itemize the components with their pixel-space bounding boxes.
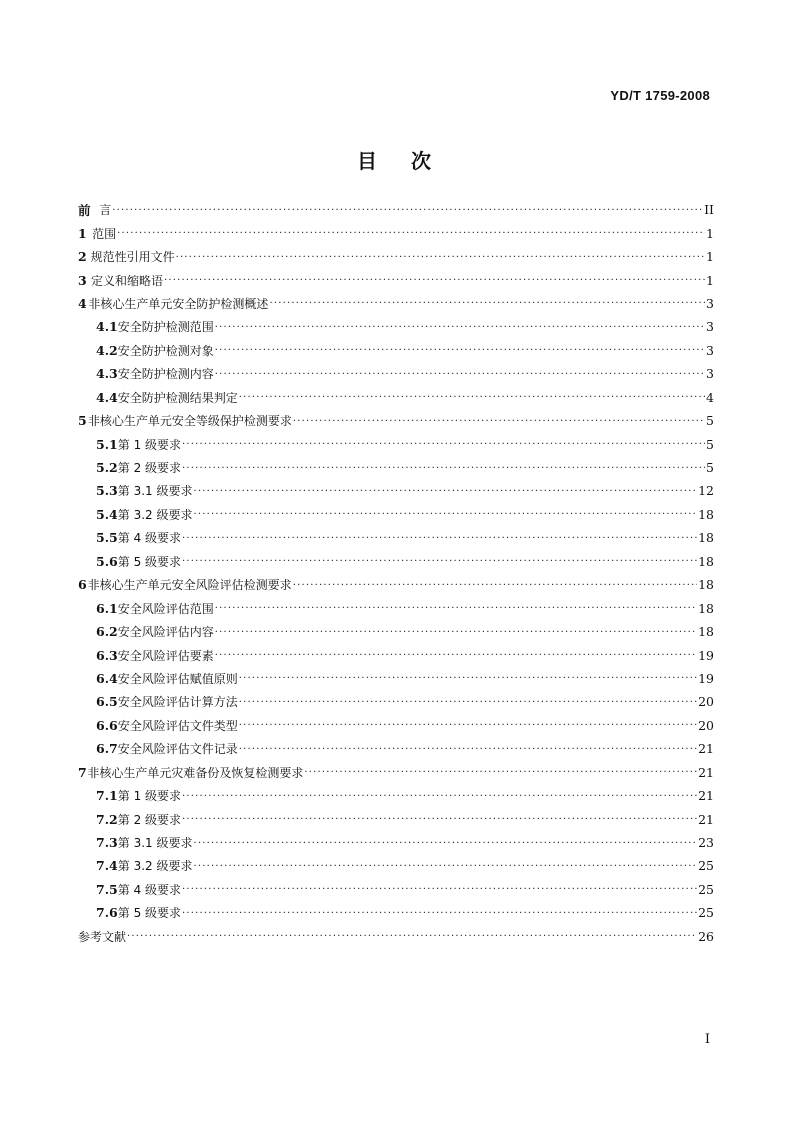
toc-entry-label: 第 3.1 级要求 [117, 836, 193, 851]
toc-entry-number: 7.4 [96, 858, 118, 874]
dot-leader [182, 534, 697, 544]
toc-entry[interactable] [78, 854, 714, 877]
toc-entry-page: 26 [698, 928, 714, 944]
toc-entry[interactable] [78, 409, 714, 432]
dot-leader [182, 815, 697, 825]
toc-entry-label: 第 5 级要求 [117, 554, 182, 569]
dot-leader [182, 440, 705, 450]
toc-entry-label: 安全防护检测结果判定 [117, 390, 238, 405]
toc-entry-number: 7.5 [96, 881, 118, 897]
dot-leader [215, 628, 697, 638]
toc-entry-number: 4.4 [96, 389, 118, 405]
toc-entry-number: 6.3 [96, 647, 118, 663]
toc-entry-page: 1 [706, 272, 714, 288]
dot-leader [193, 510, 697, 520]
toc-entry[interactable] [78, 784, 714, 807]
toc-entry-label: 安全风险评估文件记录 [117, 742, 238, 757]
toc-entry-number: 7.1 [96, 788, 118, 804]
toc-entry-number: 前 [78, 202, 91, 218]
toc-entry-page: 5 [706, 460, 714, 476]
toc-entry-page: 18 [698, 530, 714, 546]
dot-leader [215, 651, 697, 661]
toc-entry-label: 第 3.2 级要求 [117, 507, 193, 522]
toc-entry[interactable] [78, 526, 714, 549]
toc-entry-label: 非核心生产单元安全等级保护检测要求 [87, 414, 292, 429]
dot-leader [182, 909, 697, 919]
dot-leader [215, 370, 705, 380]
toc-entry-label: 第 3.2 级要求 [117, 859, 193, 874]
toc-entry[interactable] [78, 643, 714, 666]
toc-entry[interactable] [78, 315, 714, 338]
toc-entry-label: 安全防护检测对象 [117, 343, 214, 358]
toc-entry-label: 言 [99, 203, 112, 218]
toc-entry-page: 5 [706, 436, 714, 452]
dot-leader [164, 276, 705, 286]
dot-leader [239, 745, 697, 755]
toc-entry[interactable] [78, 596, 714, 619]
dot-leader [293, 581, 697, 591]
toc-entry[interactable] [78, 432, 714, 455]
toc-entry-page: 18 [698, 624, 714, 640]
dot-leader [215, 323, 705, 333]
toc-entry-page: 21 [698, 764, 714, 780]
toc-entry[interactable] [78, 620, 714, 643]
toc-entry-number: 6.6 [96, 717, 118, 733]
toc-entry-label: 第 4 级要求 [117, 531, 182, 546]
toc-entry-number: 7 [78, 764, 87, 780]
toc-entry-number: 5.5 [96, 530, 118, 546]
toc-entry-page: 18 [698, 577, 714, 593]
toc-entry-number: 5.4 [96, 506, 118, 522]
toc-entry-number: 6 [78, 577, 87, 593]
dot-leader [193, 487, 697, 497]
toc-entry-label: 安全风险评估文件类型 [117, 718, 238, 733]
toc-entry-page: 3 [706, 319, 714, 335]
toc-entry-page: 1 [706, 249, 714, 265]
toc-entry[interactable] [78, 925, 714, 948]
toc-entry-number: 6.1 [96, 600, 118, 616]
dot-leader [304, 768, 697, 778]
toc-entry-label: 第 4 级要求 [117, 882, 182, 897]
dot-leader [215, 346, 705, 356]
toc-entry-page: 3 [706, 295, 714, 311]
toc-entry-page: 21 [698, 788, 714, 804]
toc-entry-number: 6.2 [96, 624, 118, 640]
toc-entry-label: 第 1 级要求 [117, 437, 182, 452]
toc-entry[interactable] [78, 690, 714, 713]
toc-entry[interactable] [78, 362, 714, 385]
toc-entry-label: 安全防护检测内容 [117, 367, 214, 382]
toc-entry[interactable] [78, 901, 714, 924]
toc-entry-page: 3 [706, 342, 714, 358]
toc-entry[interactable] [78, 737, 714, 760]
toc-entry[interactable] [78, 807, 714, 830]
toc-entry-label: 第 2 级要求 [117, 812, 182, 827]
toc-entry-number: 4 [78, 295, 87, 311]
toc-entry-page: 1 [706, 225, 714, 241]
toc-entry-page: 19 [698, 647, 714, 663]
toc-entry-page: 4 [706, 389, 714, 405]
toc-entry-number: 3 [78, 272, 87, 288]
toc-entry[interactable] [78, 667, 714, 690]
dot-leader [239, 393, 705, 403]
toc-entry-label: 非核心生产单元安全防护检测概述 [88, 296, 269, 311]
toc-entry[interactable] [78, 386, 714, 409]
toc-entry-label: 定义和缩略语 [90, 273, 163, 288]
toc-entry-number: 4.1 [96, 319, 118, 335]
toc-entry-number: 4.3 [96, 366, 118, 382]
toc-entry-page: II [704, 202, 714, 218]
toc-entry[interactable] [78, 221, 714, 244]
dot-leader [293, 417, 705, 427]
toc-entry-number: 1 [78, 225, 87, 241]
dot-leader [182, 885, 697, 895]
toc-entry-page: 18 [698, 600, 714, 616]
toc-entry-page: 20 [698, 717, 714, 733]
toc-entry-number: 7.3 [96, 835, 118, 851]
toc-entry[interactable] [78, 245, 714, 268]
toc-entry-page: 21 [698, 741, 714, 757]
toc-entry-page: 25 [698, 858, 714, 874]
toc-entry-page: 5 [706, 413, 714, 429]
toc-entry-number: 2 [78, 249, 87, 265]
dot-leader [117, 229, 705, 239]
toc-entry-page: 19 [698, 670, 714, 686]
toc-entry-label: 规范性引用文件 [90, 250, 175, 265]
page-number: I [704, 1032, 710, 1047]
title-char-1: 目 [357, 149, 377, 173]
toc-entry-number: 5.6 [96, 553, 118, 569]
toc-entry-label: 安全风险评估内容 [117, 625, 214, 640]
toc-entry-number: 4.2 [96, 342, 118, 358]
toc-entry-number: 6.5 [96, 694, 118, 710]
table-of-contents [78, 198, 714, 948]
title-char-2: 次 [411, 149, 431, 173]
toc-entry-page: 23 [698, 835, 714, 851]
toc-entry[interactable] [78, 479, 714, 502]
toc-entry-label: 安全风险评估范围 [117, 601, 214, 616]
dot-leader [182, 792, 697, 802]
toc-entry-label: 安全风险评估赋值原则 [117, 671, 238, 686]
toc-entry-number: 7.6 [96, 905, 118, 921]
toc-entry[interactable] [78, 761, 714, 784]
dot-leader [127, 932, 697, 942]
toc-entry-number: 5.1 [96, 436, 118, 452]
toc-entry[interactable] [78, 268, 714, 291]
page-title [0, 145, 788, 174]
toc-entry-page: 18 [698, 553, 714, 569]
toc-entry-label: 安全风险评估计算方法 [117, 695, 238, 710]
toc-entry-page: 21 [698, 811, 714, 827]
toc-entry-page: 25 [698, 905, 714, 921]
dot-leader [239, 674, 697, 684]
toc-entry-label: 第 3.1 级要求 [117, 484, 193, 499]
toc-entry[interactable] [78, 550, 714, 573]
toc-entry-label: 第 5 级要求 [117, 906, 182, 921]
dot-leader [215, 604, 697, 614]
toc-entry[interactable] [78, 339, 714, 362]
dot-leader [239, 721, 697, 731]
toc-entry-page: 18 [698, 506, 714, 522]
toc-entry-page: 25 [698, 881, 714, 897]
toc-entry[interactable] [78, 714, 714, 737]
dot-leader [112, 206, 703, 216]
toc-entry-label: 范围 [92, 226, 117, 241]
toc-entry-page: 3 [706, 366, 714, 382]
dot-leader [193, 862, 697, 872]
toc-entry-number: 6.4 [96, 670, 118, 686]
toc-entry-number: 7.2 [96, 811, 118, 827]
toc-entry[interactable] [78, 503, 714, 526]
dot-leader [182, 557, 697, 567]
toc-entry-label: 非核心生产单元安全风险评估检测要求 [87, 578, 292, 593]
toc-entry-label: 非核心生产单元灾难备份及恢复检测要求 [87, 765, 304, 780]
dot-leader [182, 464, 705, 474]
toc-entry-label: 安全风险评估要素 [117, 648, 214, 663]
toc-entry[interactable] [78, 456, 714, 479]
toc-entry-page: 12 [698, 483, 714, 499]
toc-entry-number: 5.3 [96, 483, 118, 499]
toc-entry[interactable] [78, 573, 714, 596]
toc-entry-page: 20 [698, 694, 714, 710]
toc-entry-number: 5.2 [96, 460, 118, 476]
toc-entry-label: 第 1 级要求 [117, 789, 182, 804]
standard-code: YD/T 1759-2008 [610, 88, 710, 103]
toc-entry[interactable] [78, 831, 714, 854]
toc-entry-label: 参考文献 [78, 929, 127, 944]
toc-entry-label: 第 2 级要求 [117, 461, 182, 476]
dot-leader [239, 698, 697, 708]
toc-entry-number: 5 [78, 413, 87, 429]
toc-entry-number: 6.7 [96, 741, 118, 757]
dot-leader [269, 299, 705, 309]
dot-leader [176, 253, 705, 263]
toc-entry-label: 安全防护检测范围 [117, 320, 214, 335]
toc-entry[interactable] [78, 292, 714, 315]
toc-entry[interactable] [78, 198, 714, 221]
toc-entry[interactable] [78, 878, 714, 901]
dot-leader [193, 839, 697, 849]
